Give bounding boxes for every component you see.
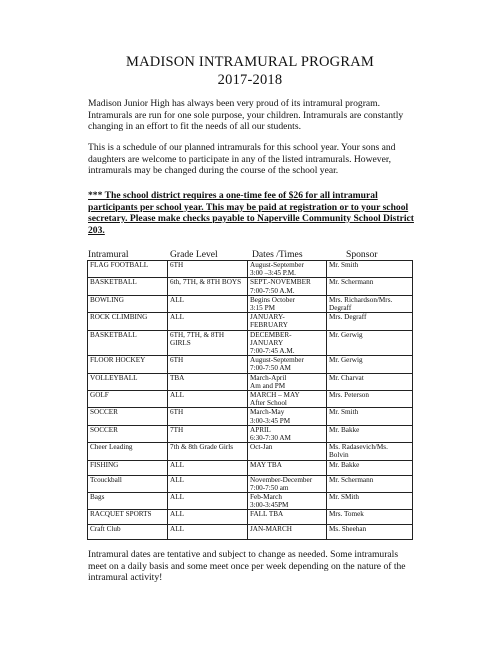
- cell-dates-times: DECEMBER- JANUARY 7:00-7:45 A.M.: [248, 330, 327, 356]
- table-row: [88, 356, 413, 373]
- table-row: [88, 278, 413, 295]
- cell-grade-level: ALL: [168, 525, 248, 540]
- cell-sponsor: Ms. Radasevich/Ms. Bolvin: [327, 443, 413, 460]
- schedule-table-body: [88, 261, 413, 540]
- cell-intramural: ROCK CLIMBING: [88, 313, 168, 330]
- intro-paragraph: Madison Junior High has always been very proud of its intramural program. Intramurals are run for one sole purpose, your children. Intramurals are constantly changing in an effort to fit the needs of all our students.: [88, 98, 404, 132]
- table-row: [88, 493, 413, 510]
- cell-sponsor: Mr. Gerwig: [327, 330, 413, 356]
- cell-sponsor: Mr. Bakke: [327, 460, 413, 475]
- cell-dates-times: Begins October 3:15 PM: [248, 295, 327, 312]
- cell-grade-level: 6TH, 7TH, & 8TH GIRLS: [168, 330, 248, 356]
- cell-dates-times: MAY TBA: [248, 460, 327, 475]
- cell-grade-level: 7TH: [168, 425, 248, 442]
- footer-paragraph: Intramural dates are tentative and subject to change as needed. Some intramurals meet on a daily basis and some meet once per week depending on the nature of the intramural activity!: [88, 549, 406, 583]
- document-title: MADISON INTRAMURAL PROGRAM: [126, 54, 374, 70]
- cell-grade-level: 6TH: [168, 408, 248, 425]
- cell-intramural: BASKETBALL: [88, 278, 168, 295]
- cell-dates-times: SEPT.-NOVEMBER 7:00-7:50 A.M.: [248, 278, 327, 295]
- schedule-paragraph: This is a schedule of our planned intramurals for this school year. Your sons and daughters are welcome to participate in any of the listed intramurals. However, intramurals may be changed during the course of the school year.: [88, 142, 396, 176]
- cell-intramural: BASKETBALL: [88, 330, 168, 356]
- cell-dates-times: November-December 7:00-7:50 am: [248, 475, 327, 492]
- cell-dates-times: JANUARY- FEBRUARY: [248, 313, 327, 330]
- cell-intramural: SOCCER: [88, 425, 168, 442]
- cell-intramural: SOCCER: [88, 408, 168, 425]
- table-row: [88, 373, 413, 390]
- cell-grade-level: ALL: [168, 510, 248, 525]
- table-row: [88, 425, 413, 442]
- fee-notice: *** The school district requires a one-time fee of $26 for all intramural participants per school year. This may be paid at registration or to your school secretary. Please make checks payable to Naperville Community School District 203.: [88, 190, 414, 236]
- cell-grade-level: ALL: [168, 493, 248, 510]
- cell-sponsor: Mr. Smith: [327, 261, 413, 278]
- cell-sponsor: Mrs. Tomek: [327, 510, 413, 525]
- cell-grade-level: 6th, 7TH, & 8TH BOYS: [168, 278, 248, 295]
- cell-sponsor: Mrs. Peterson: [327, 391, 413, 408]
- cell-grade-level: 6TH: [168, 356, 248, 373]
- cell-dates-times: Oct-Jan: [248, 443, 327, 460]
- cell-dates-times: APRIL 6:30-7:30 AM: [248, 425, 327, 442]
- cell-dates-times: March-May 3:00-3:45 PM: [248, 408, 327, 425]
- cell-intramural: VOLLEYBALL: [88, 373, 168, 390]
- cell-dates-times: MARCH – MAY After School: [248, 391, 327, 408]
- column-header-grade-level: Grade Level: [170, 249, 218, 260]
- document-year: 2017-2018: [217, 72, 283, 88]
- table-row: [88, 408, 413, 425]
- cell-intramural: Bags: [88, 493, 168, 510]
- table-row: [88, 460, 413, 475]
- table-row: [88, 475, 413, 492]
- table-row: [88, 525, 413, 540]
- table-row: [88, 313, 413, 330]
- cell-sponsor: Mr. Schermann: [327, 475, 413, 492]
- cell-grade-level: 6TH: [168, 261, 248, 278]
- cell-intramural: Craft Club: [88, 525, 168, 540]
- cell-sponsor: Mr. SMith: [327, 493, 413, 510]
- table-row: [88, 510, 413, 525]
- cell-grade-level: ALL: [168, 295, 248, 312]
- cell-sponsor: Mrs. Richardson/Mrs. Degraff: [327, 295, 413, 312]
- cell-intramural: BOWLING: [88, 295, 168, 312]
- cell-grade-level: ALL: [168, 391, 248, 408]
- cell-intramural: Tcouckball: [88, 475, 168, 492]
- cell-sponsor: Mrs. Degraff: [327, 313, 413, 330]
- cell-grade-level: 7th & 8th Grade Girls: [168, 443, 248, 460]
- cell-sponsor: Mr. Gerwig: [327, 356, 413, 373]
- column-header-intramural: Intramural: [88, 249, 129, 260]
- table-row: [88, 261, 413, 278]
- cell-intramural: RACQUET SPORTS: [88, 510, 168, 525]
- cell-dates-times: JAN-MARCH: [248, 525, 327, 540]
- cell-intramural: FLAG FOOTBALL: [88, 261, 168, 278]
- cell-dates-times: August-September 3:00 –3:45 P.M.: [248, 261, 327, 278]
- cell-grade-level: TBA: [168, 373, 248, 390]
- cell-sponsor: Ms. Sheehan: [327, 525, 413, 540]
- cell-sponsor: Mr. Schermann: [327, 278, 413, 295]
- cell-intramural: FLOOR HOCKEY: [88, 356, 168, 373]
- cell-grade-level: ALL: [168, 475, 248, 492]
- table-row: [88, 330, 413, 356]
- cell-dates-times: August-September 7:00-7:50 AM: [248, 356, 327, 373]
- cell-grade-level: ALL: [168, 313, 248, 330]
- cell-dates-times: March-April Am and PM: [248, 373, 327, 390]
- cell-sponsor: Mr. Charvat: [327, 373, 413, 390]
- cell-sponsor: Mr. Smith: [327, 408, 413, 425]
- table-row: [88, 295, 413, 312]
- cell-grade-level: ALL: [168, 460, 248, 475]
- table-row: [88, 443, 413, 460]
- cell-dates-times: FALL TBA: [248, 510, 327, 525]
- cell-intramural: GOLF: [88, 391, 168, 408]
- cell-sponsor: Mr. Bakke: [327, 425, 413, 442]
- cell-dates-times: Feb-March 3:00-3:45PM: [248, 493, 327, 510]
- cell-intramural: FISHING: [88, 460, 168, 475]
- cell-intramural: Cheer Leading: [88, 443, 168, 460]
- column-header-dates-times: Dates /Times: [252, 249, 303, 260]
- intramural-schedule-table: [87, 260, 413, 540]
- table-row: [88, 391, 413, 408]
- column-header-sponsor: Sponsor: [346, 249, 378, 260]
